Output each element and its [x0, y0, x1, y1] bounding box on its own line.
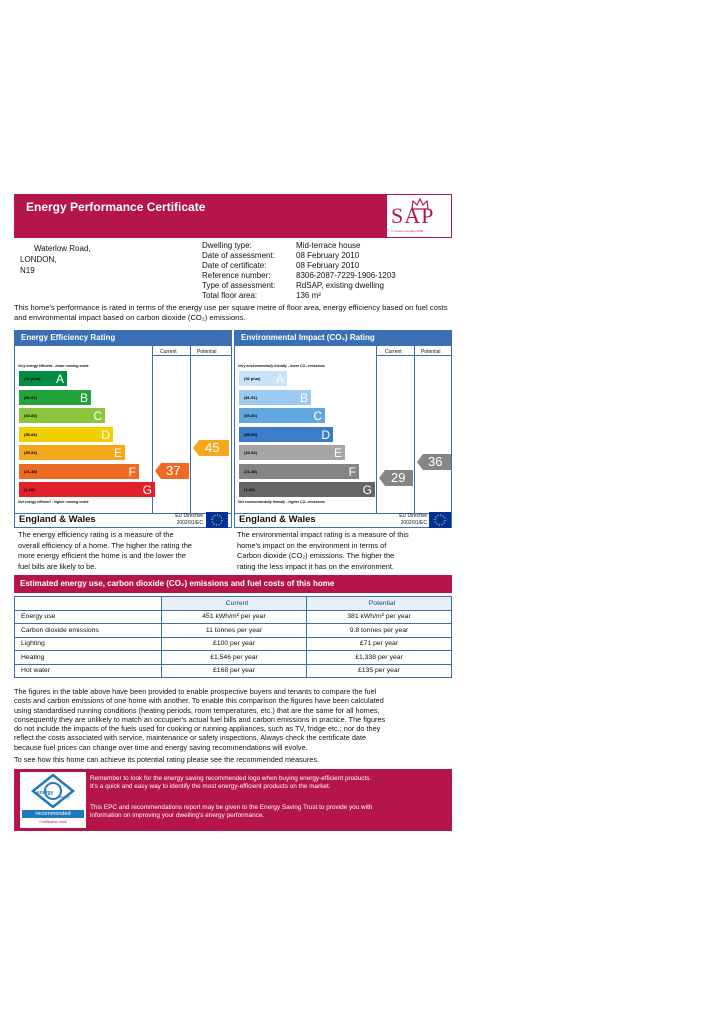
banner-text-1: [90, 775, 371, 791]
detail-label: Date of certificate:: [202, 261, 267, 270]
current-rating-arrow: [155, 463, 189, 479]
current-value: £100 per year: [162, 637, 307, 651]
row-label: Lighting: [15, 637, 162, 651]
eu-directive-code: 2002/91/EC: [400, 520, 427, 526]
band-range: (69-80): [24, 413, 37, 418]
efficiency-band-g: [19, 482, 155, 497]
bottom-caption: Not environmentally friendly - higher CO₂ emissions: [238, 500, 325, 504]
current-column-header: Current: [162, 597, 307, 611]
band-range: (39-54): [24, 450, 37, 455]
potential-rating-value: 45: [205, 439, 220, 455]
para-line: consequently they are unlikely to match an occupier's actual fuel bills and carbon emissions in practice. The figures: [14, 714, 386, 724]
dwelling-details: [202, 241, 275, 301]
environmental-impact-panel: [234, 330, 452, 528]
top-caption: Very energy efficient - lower running costs: [18, 364, 89, 368]
table-row: [15, 610, 452, 624]
potential-header: Potential: [421, 349, 441, 355]
current-value: £1,546 per year: [162, 651, 307, 665]
eu-flag-icon: [206, 512, 228, 528]
detail-label: Dwelling type:: [202, 241, 252, 250]
current-value: 11 tonnes per year: [162, 624, 307, 638]
band-letter: C: [313, 409, 322, 423]
band-letter: E: [333, 446, 342, 460]
desc-line: fuel bills are likely to be.: [18, 561, 97, 571]
desc-line: overall efficiency of a home. The higher the rating the: [18, 540, 192, 550]
recommended-measures-note: To see how this home can achieve its potential rating please see the recommended measures.: [14, 755, 320, 764]
band-range: (81-91): [244, 394, 257, 400]
eu-directive: [155, 513, 203, 527]
certificate-title: Energy Performance Certificate: [26, 200, 206, 214]
band-range: (55-68): [24, 431, 37, 437]
logo-recommended: recommended: [22, 810, 84, 818]
environmental-band-g: [239, 482, 375, 497]
eu-directive-label: EU Directive: [175, 513, 203, 519]
detail-value: 08 February 2010: [296, 251, 360, 260]
band-letter: F: [128, 464, 136, 479]
desc-line: home's impact on the environment in terms of: [237, 540, 387, 550]
para-line: do not include the impacts of the fuels used for cooking or running appliances, such as TV, fridge etc.; nor do they: [14, 724, 381, 734]
para-line: costs and carbon emissions of one home with another. To enable this comparison the figures have been calculated: [14, 696, 384, 706]
detail-value: 8306-2087-7229-1906-1203: [296, 271, 396, 280]
dwelling-values: [296, 241, 396, 301]
band-letter: B: [299, 390, 308, 405]
chart-area: [15, 346, 231, 514]
potential-column-header: Potential: [307, 597, 452, 611]
banner-line: It's a quick and easy way to identify the most energy-efficient products on the market.: [90, 783, 331, 790]
band-range: (1-20): [244, 487, 255, 492]
potential-rating-value: 36: [428, 453, 443, 469]
desc-line: The energy efficiency rating is a measure of the: [18, 530, 174, 539]
estimates-table: [14, 596, 452, 678]
para-line: because fuel prices can change over time and energy saving recommendations will evolve.: [14, 742, 308, 752]
detail-label: Date of assessment:: [202, 251, 275, 260]
banner-line: This EPC and recommendations report may be given to the Energy Saving Trust to provide you with: [90, 804, 373, 811]
potential-rating-arrow: [193, 440, 229, 456]
region-label: England & Wales: [239, 514, 316, 525]
potential-value: £135 per year: [307, 664, 452, 678]
efficiency-description: [18, 530, 230, 572]
divider: [414, 346, 415, 513]
detail-value: 08 February 2010: [296, 261, 360, 270]
desc-line: more energy efficient the home is and the lower the: [18, 551, 186, 560]
divider: [152, 355, 231, 356]
para-line: The figures in the table above have been provided to enable prospective buyers and tenants to compare the fuel: [14, 687, 377, 696]
detail-value: Mid-terrace house: [296, 241, 361, 250]
band-range: (1-20): [24, 487, 35, 492]
eu-directive: [379, 513, 427, 527]
detail-label: Type of assessment:: [202, 281, 276, 290]
potential-value: £1,338 per year: [307, 651, 452, 665]
desc-line: rating the less impact it has on the environment.: [237, 561, 394, 571]
potential-value: 381 kWh/m² per year: [307, 610, 452, 624]
current-rating-arrow: [379, 470, 413, 486]
detail-value: RdSAP, existing dwelling: [296, 281, 384, 290]
region-label: England & Wales: [19, 514, 96, 525]
efficiency-band-e: [19, 445, 125, 460]
table-row: [15, 664, 452, 678]
eu-directive-code: 2002/91/EC: [176, 520, 203, 526]
address-line-2: LONDON,: [20, 255, 57, 264]
para-line: using standardised running conditions (heating periods, room temperatures, etc.) that are the same for all homes,: [14, 705, 380, 715]
detail-value: 136 m²: [296, 291, 321, 300]
band-letter: E: [113, 446, 122, 460]
empty-header: [15, 597, 162, 611]
current-header: Current: [385, 349, 402, 355]
address-line-1: Waterlow Road,: [34, 244, 91, 253]
row-label: Energy use: [15, 610, 162, 624]
banner-line: Remember to look for the energy saving recommended logo when buying energy-efficient products.: [90, 775, 372, 782]
sap-copyright: © Crown copyright 2005: [391, 229, 424, 233]
table-header-row: [15, 597, 452, 611]
row-label: Heating: [15, 651, 162, 665]
band-range: (92 plus): [24, 376, 41, 381]
efficiency-band-b: [19, 390, 91, 405]
current-value: £168 per year: [162, 664, 307, 678]
sap-logo-text: SAP: [391, 203, 435, 228]
divider: [376, 355, 451, 356]
bottom-caption: Not energy efficient - higher running costs: [18, 500, 89, 504]
environmental-band-e: [239, 445, 345, 460]
current-value: 451 kWh/m² per year: [162, 610, 307, 624]
environmental-band-c: [239, 408, 325, 423]
detail-label: Reference number:: [202, 271, 271, 280]
panel-title: Energy Efficiency Rating: [15, 331, 231, 346]
band-range: (69-80): [244, 413, 257, 418]
environmental-band-d: [239, 427, 333, 442]
banner-text-2: [90, 804, 372, 820]
table-row: [15, 637, 452, 651]
efficiency-band-c: [19, 408, 105, 423]
top-caption: Very environmentally friendly - lower CO₂ emissions: [238, 364, 325, 368]
band-letter: A: [275, 372, 284, 386]
desc-line: The environmental impact rating is a measure of this: [237, 530, 409, 539]
para-line: reflect the costs associated with service, maintenance or safety inspections. Always check the certificate date: [14, 733, 367, 743]
band-letter: C: [93, 409, 102, 423]
figures-paragraph: [14, 687, 454, 752]
energy-efficiency-panel: [14, 330, 232, 528]
band-range: (39-54): [244, 450, 257, 455]
band-letter: G: [362, 483, 372, 497]
logo-cert-mark: Certification mark: [39, 820, 67, 824]
potential-rating-arrow: [417, 454, 451, 470]
band-range: (21-38): [244, 468, 257, 474]
band-range: (92 plus): [244, 376, 261, 381]
environmental-band-f: [239, 464, 359, 479]
efficiency-band-a: [19, 371, 67, 386]
band-letter: D: [101, 427, 110, 442]
intro-paragraph: This home's performance is rated in terms of the energy use per square metre of floor area, energy efficiency based on fuel costs and environmental impact based on carbon dioxide (CO₂) emissions.: [14, 303, 448, 322]
chart-area: [235, 346, 451, 514]
current-header: Current: [160, 349, 177, 355]
band-range: (81-91): [24, 394, 37, 400]
current-rating-value: 29: [391, 469, 406, 485]
banner-line: information on improving your dwelling's energy performance.: [90, 812, 265, 819]
eu-flag-icon: [429, 512, 451, 528]
table-row: [15, 651, 452, 665]
energy-saving-banner: [14, 769, 452, 831]
estimates-heading: Estimated energy use, carbon dioxide (CO₂) emissions and fuel costs of this home: [14, 575, 452, 593]
band-range: (55-68): [244, 431, 257, 437]
divider: [376, 346, 377, 513]
band-letter: B: [79, 390, 88, 405]
divider: [190, 346, 191, 513]
environmental-band-a: [239, 371, 287, 386]
current-rating-value: 37: [166, 463, 181, 478]
efficiency-band-f: [19, 464, 139, 479]
band-letter: F: [348, 464, 356, 479]
potential-value: 9.8 tonnes per year: [307, 624, 452, 638]
eu-directive-label: EU Directive: [399, 513, 427, 519]
detail-label: Total floor area:: [202, 291, 258, 300]
logo-energy: energy: [37, 790, 54, 796]
environmental-description: [237, 530, 452, 572]
environmental-band-b: [239, 390, 311, 405]
row-label: Hot water: [15, 664, 162, 678]
desc-line: Carbon dioxide (CO₂) emissions. The higher the: [237, 551, 395, 560]
band-letter: A: [55, 372, 64, 386]
band-range: (21-38): [24, 468, 37, 474]
potential-header: Potential: [197, 349, 217, 355]
address-line-3: N19: [20, 266, 35, 275]
table-row: [15, 624, 452, 638]
efficiency-band-d: [19, 427, 113, 442]
logo-saving: saving: [58, 794, 70, 799]
sap-logo: [386, 194, 452, 238]
energy-saving-logo: [20, 772, 86, 828]
potential-value: £71 per year: [307, 637, 452, 651]
band-letter: D: [321, 427, 330, 442]
panel-title: Environmental Impact (CO₂) Rating: [235, 331, 451, 346]
row-label: Carbon dioxide emissions: [15, 624, 162, 638]
band-letter: G: [142, 483, 152, 497]
certificate-header: [14, 194, 452, 238]
